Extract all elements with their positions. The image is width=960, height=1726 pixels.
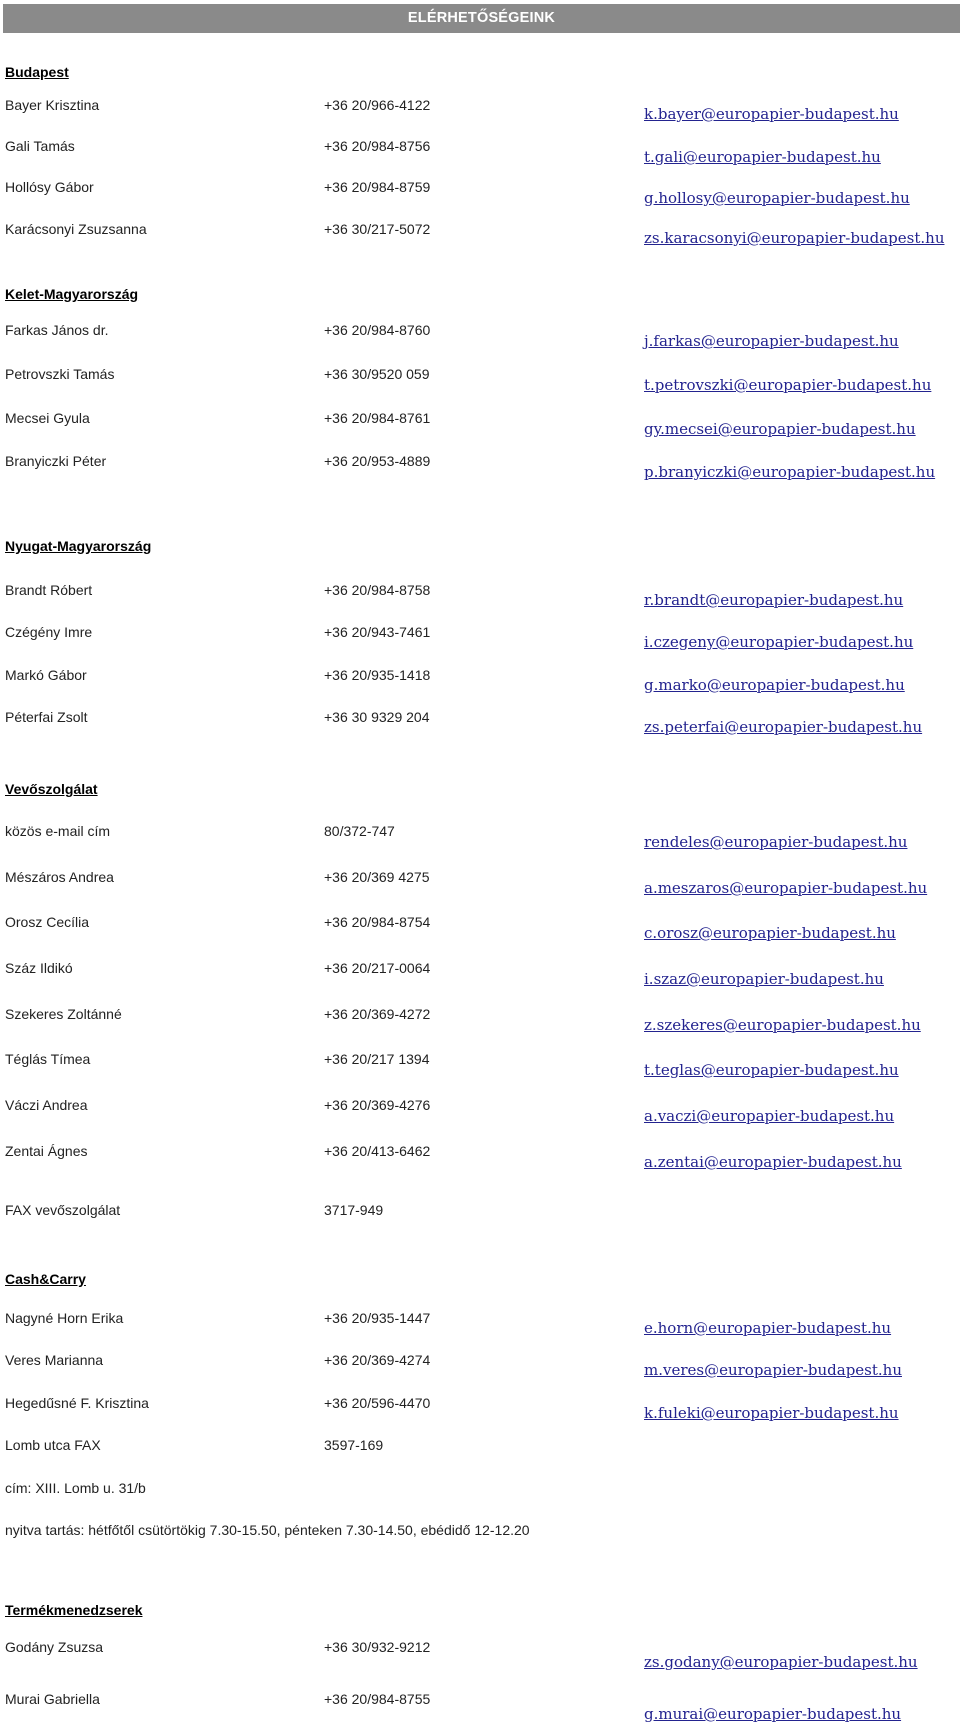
contact-email-link[interactable]: z.szekeres@europapier-budapest.hu <box>644 1016 921 1034</box>
contact-phone: +36 20/935-1418 <box>324 667 431 683</box>
section-note: nyitva tartás: hétfőtől csütörtökig 7.30-15.50, pénteken 7.30-14.50, ebédidő 12-12.20 <box>5 1522 530 1538</box>
contact-phone: +36 30/9520 059 <box>324 366 430 382</box>
contact-phone: +36 20/943-7461 <box>324 624 431 640</box>
contact-phone: +36 30 9329 204 <box>324 709 430 725</box>
contact-phone: +36 20/984-8761 <box>324 410 431 426</box>
contact-email-link[interactable]: r.brandt@europapier-budapest.hu <box>644 591 904 609</box>
contact-name: Téglás Tímea <box>5 1051 91 1067</box>
contact-email-link[interactable]: m.veres@europapier-budapest.hu <box>644 1361 902 1379</box>
contact-email-link[interactable]: g.murai@europapier-budapest.hu <box>644 1705 902 1723</box>
contact-phone: +36 20/984-8758 <box>324 582 431 598</box>
contact-phone: +36 20/984-8754 <box>324 914 431 930</box>
contact-email-link[interactable]: i.szaz@europapier-budapest.hu <box>644 970 884 988</box>
section-heading: Termékmenedzserek <box>5 1602 143 1618</box>
contact-name: Hegedűsné F. Krisztina <box>5 1395 149 1411</box>
contact-name: Mecsei Gyula <box>5 410 90 426</box>
contact-name: Murai Gabriella <box>5 1691 100 1707</box>
contact-email-link[interactable]: a.zentai@europapier-budapest.hu <box>644 1153 902 1171</box>
contact-name: FAX vevőszolgálat <box>5 1202 121 1218</box>
contact-phone: +36 20/217-0064 <box>324 960 431 976</box>
contact-name: Veres Marianna <box>5 1352 104 1368</box>
contact-email-link[interactable]: e.horn@europapier-budapest.hu <box>644 1319 892 1337</box>
contact-email-link[interactable]: i.czegeny@europapier-budapest.hu <box>644 633 914 651</box>
contact-name: Brandt Róbert <box>5 582 93 598</box>
contact-name: Orosz Cecília <box>5 914 90 930</box>
contact-name: Branyiczki Péter <box>5 453 107 469</box>
contact-phone: +36 20/953-4889 <box>324 453 431 469</box>
contact-email-link[interactable]: zs.karacsonyi@europapier-budapest.hu <box>644 229 945 247</box>
section-heading: Nyugat-Magyarország <box>5 538 152 554</box>
contact-phone: +36 20/966-4122 <box>324 97 431 113</box>
contact-email-link[interactable]: a.vaczi@europapier-budapest.hu <box>644 1107 895 1125</box>
contact-phone: +36 20/984-8756 <box>324 138 431 154</box>
contact-email-link[interactable]: t.gali@europapier-budapest.hu <box>644 148 881 166</box>
contact-phone: 80/372-747 <box>324 823 395 839</box>
contact-email-link[interactable]: c.orosz@europapier-budapest.hu <box>644 924 896 942</box>
contact-phone: 3717-949 <box>324 1202 384 1218</box>
contact-name: Markó Gábor <box>5 667 87 683</box>
contact-phone: 3597-169 <box>324 1437 384 1453</box>
contact-name: Bayer Krisztina <box>5 97 100 113</box>
contact-phone: +36 30/217-5072 <box>324 221 431 237</box>
contact-phone: +36 20/596-4470 <box>324 1395 431 1411</box>
contact-name: Godány Zsuzsa <box>5 1639 104 1655</box>
contact-name: Czégény Imre <box>5 624 93 640</box>
contact-email-link[interactable]: k.fuleki@europapier-budapest.hu <box>644 1404 899 1422</box>
contact-name: Szekeres Zoltánné <box>5 1006 122 1022</box>
contact-phone: +36 30/932-9212 <box>324 1639 431 1655</box>
contact-name: Váczi Andrea <box>5 1097 88 1113</box>
contact-phone: +36 20/413-6462 <box>324 1143 431 1159</box>
section-heading: Kelet-Magyarország <box>5 286 139 302</box>
contact-phone: +36 20/984-8759 <box>324 179 431 195</box>
section-heading: Budapest <box>5 64 69 80</box>
contact-phone: +36 20/369-4274 <box>324 1352 431 1368</box>
contact-email-link[interactable]: g.hollosy@europapier-budapest.hu <box>644 189 910 207</box>
contact-name: Mészáros Andrea <box>5 869 114 885</box>
contact-phone: +36 20/369-4276 <box>324 1097 431 1113</box>
contact-name: Száz Ildikó <box>5 960 73 976</box>
contact-email-link[interactable]: zs.peterfai@europapier-budapest.hu <box>644 718 923 736</box>
contact-phone: +36 20/984-8755 <box>324 1691 431 1707</box>
page-title: ELÉRHETŐSÉGEINK <box>407 10 556 26</box>
contact-email-link[interactable]: gy.mecsei@europapier-budapest.hu <box>644 420 916 438</box>
contact-phone: +36 20/984-8760 <box>324 322 431 338</box>
contact-email-link[interactable]: j.farkas@europapier-budapest.hu <box>644 332 899 350</box>
contact-phone: +36 20/217 1394 <box>324 1051 430 1067</box>
contact-email-link[interactable]: p.branyiczki@europapier-budapest.hu <box>644 463 936 481</box>
contact-phone: +36 20/369-4272 <box>324 1006 431 1022</box>
contact-name: közös e-mail cím <box>5 823 111 839</box>
contact-name: Péterfai Zsolt <box>5 709 88 725</box>
contact-email-link[interactable]: t.teglas@europapier-budapest.hu <box>644 1061 899 1079</box>
contact-name: Karácsonyi Zsuzsanna <box>5 221 147 237</box>
contact-phone: +36 20/369 4275 <box>324 869 430 885</box>
contact-email-link[interactable]: k.bayer@europapier-budapest.hu <box>644 105 899 123</box>
contact-name: Gali Tamás <box>5 138 75 154</box>
contact-name: Farkas János dr. <box>5 322 109 338</box>
contact-name: Zentai Ágnes <box>5 1143 88 1159</box>
contact-name: Lomb utca FAX <box>5 1437 101 1453</box>
contact-email-link[interactable]: g.marko@europapier-budapest.hu <box>644 676 905 694</box>
contact-phone: +36 20/935-1447 <box>324 1310 431 1326</box>
section-heading: Vevőszolgálat <box>5 781 98 797</box>
contact-email-link[interactable]: t.petrovszki@europapier-budapest.hu <box>644 376 932 394</box>
contact-name: Nagyné Horn Erika <box>5 1310 124 1326</box>
section-note: cím: XIII. Lomb u. 31/b <box>5 1480 146 1496</box>
contact-email-link[interactable]: a.meszaros@europapier-budapest.hu <box>644 879 928 897</box>
contact-name: Hollósy Gábor <box>5 179 94 195</box>
contact-name: Petrovszki Tamás <box>5 366 115 382</box>
contact-email-link[interactable]: rendeles@europapier-budapest.hu <box>644 833 908 851</box>
contact-email-link[interactable]: zs.godany@europapier-budapest.hu <box>644 1653 918 1671</box>
section-heading: Cash&Carry <box>5 1271 86 1287</box>
